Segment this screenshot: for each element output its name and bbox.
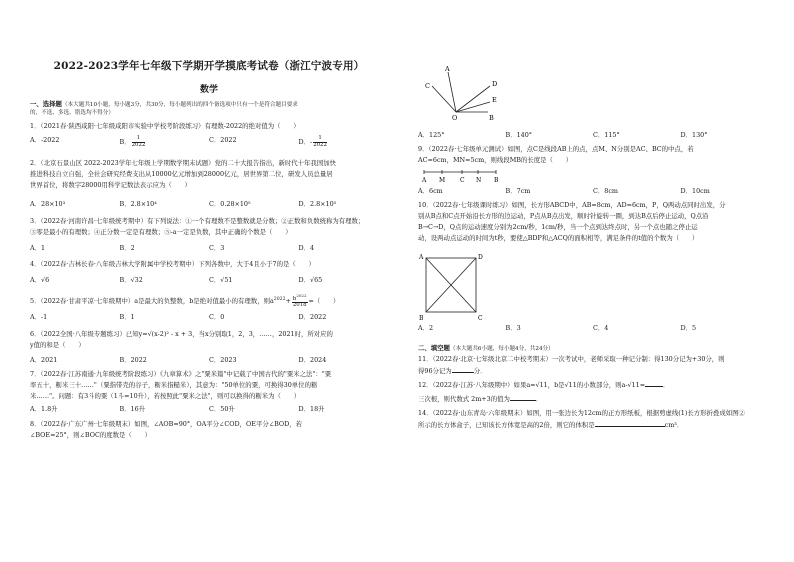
- q3-option-d: D．4: [298, 244, 315, 252]
- q5-options: [30, 313, 388, 322]
- q1-option-a: A．-2022: [30, 136, 60, 144]
- ray-oa: [448, 72, 456, 112]
- q7-line-3: 米……"。问题：有3斗的粟（1斗=10升），若按照此"粟米之法"，则可以换得的粝米为（ ）: [30, 392, 301, 400]
- q4-option-c: C．√51: [209, 276, 233, 284]
- q9-option-c: C．8cm: [593, 187, 618, 195]
- q11-line-2: 得96分记为 分．: [418, 367, 487, 375]
- q5-stem: 5．（2022春·甘肃平凉·七年级期中）a是最大的负整数，b是绝对值最小的有理数，则$a^{2022}+$ $\frac{b^{2022}}{2018}$ =（ ）: [30, 293, 340, 309]
- point-a-label: A: [419, 254, 424, 261]
- q6-option-c: C．2023: [209, 356, 237, 364]
- q9-option-b: B．7cm: [505, 187, 531, 195]
- q4-option-d: D．√65: [298, 276, 323, 284]
- q2-option-a: A．28×10³: [30, 200, 66, 208]
- q10-line-3: B→C→D，Q点的运动速度分别为2cm/秒，1cm/秒，当一个点到达终点时，另一个点也随之停止运: [418, 223, 698, 231]
- point-a-label: A: [422, 177, 427, 184]
- q9-options: [418, 187, 768, 196]
- point-a-label: A: [445, 65, 450, 73]
- exam-subject: 数学: [199, 85, 218, 95]
- q5-option-c: C．0: [209, 313, 225, 321]
- q9-option-a: A．6cm: [418, 187, 443, 195]
- q5-option-d: D．2022: [298, 313, 327, 321]
- q2-line-3: 世界首位，将数字28000用科学记数法表示应为（ ）: [30, 181, 191, 189]
- point-n-label: N: [476, 177, 482, 184]
- q10-line-1: 10．（2022春·七年级课时练习）如图，长方形ABCD中，AB=8cm，AD=6cm，P，Q两动点同时出发，分: [418, 201, 726, 209]
- q7-option-c: C．50升: [209, 405, 235, 413]
- q8-options: [418, 131, 768, 140]
- section-choice-note: 的，不选、多选、错选均不得分）: [30, 110, 114, 116]
- q6-option-a: A．2021: [30, 356, 58, 364]
- q3-options: [30, 244, 388, 253]
- q12-line-1: 12．（2022春·江苏·八年级期中）如果a=√11，b是√11的小数部分，则a-√11= ．: [418, 381, 670, 389]
- point-m-label: M: [439, 177, 446, 184]
- q6-options: [30, 356, 388, 365]
- q6-line-2: y值的和是（ ）: [30, 341, 85, 349]
- point-e-label: E: [492, 96, 497, 104]
- q4-stem: 4．（2022春·吉林长春·八年级吉林大学附属中学校考期中）下列各数中，大于4且小于7的是（ ）: [30, 260, 315, 268]
- q6-line-1: 6．（2022全国·八年级专题练习）已知y=√(x-2)² - x + 3，当x分别取1，2，3，……，2021时，所对应的: [30, 330, 333, 338]
- q3-option-b: B．2: [119, 244, 135, 252]
- q4-option-a: A．√6: [30, 276, 50, 284]
- q4-option-b: B．√32: [119, 276, 143, 284]
- point-d-label: D: [478, 254, 483, 261]
- q8-option-c: C．115°: [593, 131, 620, 139]
- q3-line-1: 3．（2022春·河南许昌·七年级统考期中）有下列说法：①一个有理数不是整数就是分数；②正数和负数统称为有理数；: [30, 217, 365, 225]
- q10-option-c: C．4: [593, 324, 609, 332]
- q8-option-a: A．125°: [418, 131, 445, 139]
- q3-option-c: C．3: [209, 244, 225, 252]
- q9-option-d: D．10cm: [680, 187, 710, 195]
- point-d-label: D: [492, 80, 498, 88]
- q8-option-d: D．130°: [680, 131, 708, 139]
- q11-answer-blank[interactable]: [452, 366, 474, 373]
- q1-option-c: C．2022: [209, 136, 237, 144]
- point-b-label: B: [494, 177, 499, 184]
- q5-option-b: B．1: [119, 313, 135, 321]
- point-c-label: C: [478, 315, 483, 322]
- q12-answer-blank[interactable]: [645, 380, 663, 387]
- point-b-label: B: [489, 114, 494, 122]
- q10-option-d: D．5: [680, 324, 697, 332]
- q10-option-a: A．2: [418, 324, 434, 332]
- q10-line-2: 别从B点和C点开始沿长方形的边运动，P点从B点出发，顺时针旋转一圈，到达B点后停止运动，Q点沿: [418, 212, 709, 220]
- q10-line-4: 动，设两动点运动的时间为t秒，要使△BDP和△ACQ的面积相等，满足条件的t值的个数为（ ）: [418, 234, 699, 242]
- q2-option-d: D．2.8×10⁵: [298, 200, 337, 208]
- point-o-label: O: [452, 114, 458, 122]
- q7-options: [30, 405, 388, 414]
- q14-line-1: 14．（2022春·山东青岛·六年级期末）如图，用一张边长为12cm的正方形纸板，根据剪虚线(1)长方形折叠成如图②: [418, 409, 745, 417]
- q8-line-2: ∠BOE=25°，则∠BOC的度数是（ ）: [30, 431, 151, 439]
- exam-title: 2022-2023学年七年级下学期开学摸底考试卷（浙江宁波专用）: [53, 60, 365, 72]
- q14-answer-blank[interactable]: [595, 420, 665, 427]
- q7-option-a: A．1.8升: [30, 405, 58, 413]
- q9-line-1: 9．（2022春·七年级单元测试）如图，点C是线段AB上的点，点M、N分别是AC、BC的中点，若: [418, 145, 694, 153]
- q7-option-b: B．16升: [119, 405, 146, 413]
- q8-angle-figure: [418, 60, 528, 122]
- q12-line-2: 三次根，则代数式 2m+3的值为 ．: [418, 395, 543, 403]
- q2-line-2: 推进科技自立自强，全社会研究经费支出从10000亿元增加到28000亿元，居世界第二位，研发人员总量居: [30, 170, 333, 178]
- q2-option-b: B．2.8×10⁴: [119, 200, 157, 208]
- ray-od: [456, 86, 490, 112]
- q14-line-2: 所示的长方体盒子，已知该长方体宽是高的2倍，则它的体积是 cm³．: [418, 421, 684, 429]
- q1-options: [30, 136, 388, 148]
- q1-option-d: D．- $\frac{1}{2022}$: [298, 135, 327, 148]
- q9-segment-figure: [418, 166, 508, 186]
- point-c-label: C: [460, 177, 465, 184]
- q11-line-1: 11．（2022春·北京·七年级北京二中校考期末）一次考试中，老师采取一种记分制：得130分记为+30分，则: [418, 355, 725, 363]
- q3-line-2: ③零是最小的有理数；④正分数一定是有理数；⑤-a一定是负数，其中正确的个数是（ ）: [30, 228, 292, 236]
- q8-line-1: 8．（2022春·广东广州·七年级期末）如图，∠AOB=90°，OA平分∠COD，OE平分∠BOD，若: [30, 420, 303, 428]
- section-fill-heading: 二、填空题（本大题共6小题，每小题4分，共24分）: [418, 344, 554, 352]
- q13-answer-blank[interactable]: [510, 394, 536, 401]
- q7-line-2: 率五十，粝米三十……"（粟指带壳的谷子，粝米指糙米），其意为："50单位的粟，可换得30单位的粝: [30, 381, 318, 389]
- q10-rectangle-figure: [418, 250, 488, 322]
- q7-option-d: D．18升: [298, 405, 325, 413]
- section-choice-heading: 一、选择题（本大题共10小题，每小题3分，共30分，每小题列出的四个备选项中只有一个是符合题目要求: [30, 100, 298, 108]
- q2-option-c: C．0.28×10⁵: [209, 200, 251, 208]
- q8-option-b: B．140°: [505, 131, 532, 139]
- ray-oe: [456, 102, 490, 112]
- q5-option-a: A．-1: [30, 313, 48, 321]
- q1-stem: 1．（2021春·陕西咸阳·七年级咸阳市实验中学校考阶段练习）有理数-2022的绝对值为（ ）: [30, 122, 300, 130]
- point-c-label: C: [425, 82, 430, 90]
- q6-option-b: B．2022: [119, 356, 147, 364]
- q9-line-2: AC=6cm，MN=5cm，则线段MB的长度是（ ）: [418, 156, 573, 164]
- q4-options: [30, 276, 388, 285]
- q6-option-d: D．2024: [298, 356, 327, 364]
- q2-line-1: 2．（北京石景山区 2022-2023学年七年级上学期数学期末试题）党的二十大报告指出，新时代十年我国加快: [30, 159, 336, 167]
- q10-options: [418, 324, 768, 333]
- q2-options: [30, 200, 388, 209]
- point-b-label: B: [419, 315, 424, 322]
- q1-option-b: B． $\frac{1}{2022}$: [119, 135, 146, 148]
- ray-oc: [432, 86, 456, 112]
- q10-option-b: B．3: [505, 324, 521, 332]
- q3-option-a: A．1: [30, 244, 46, 252]
- q7-line-1: 7．（2022春·江苏南通·九年级统考阶段练习）《九章算术》之"粟米篇"中记载了中国古代的"粟米之法"："粟: [30, 370, 332, 378]
